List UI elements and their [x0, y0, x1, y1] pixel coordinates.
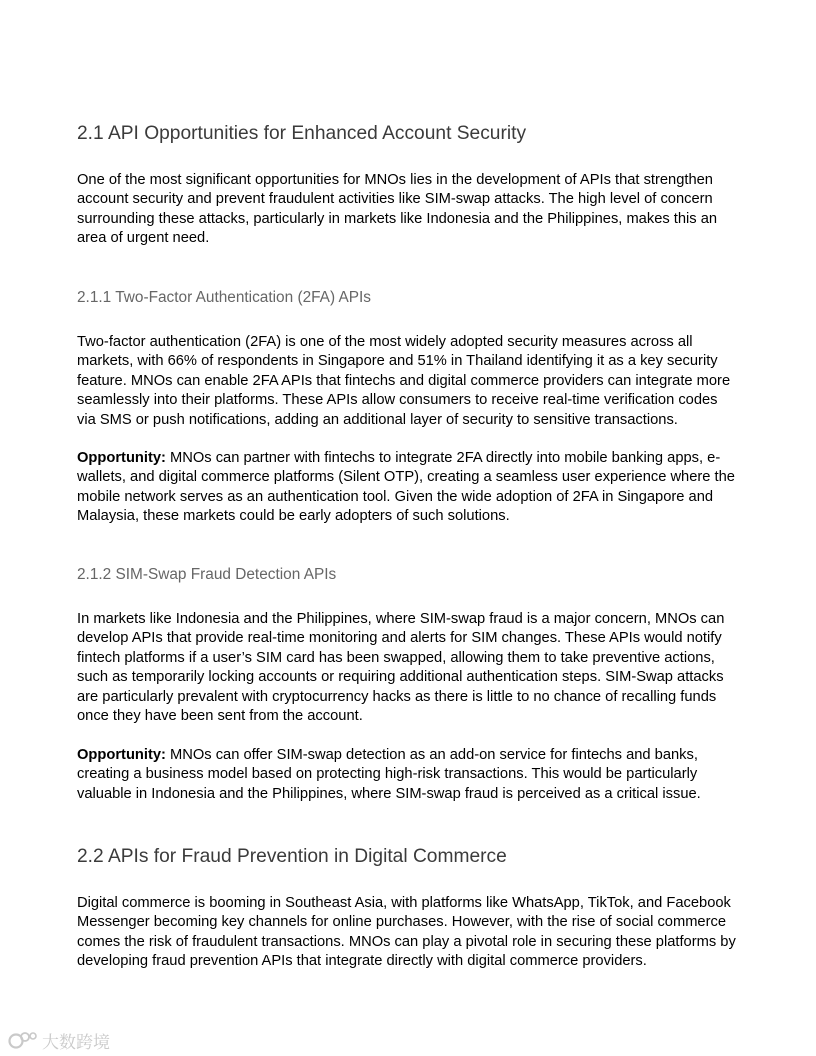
section-2-1-1-opportunity: [77, 449, 739, 527]
section-2-1-2-body: In markets like Indonesia and the Philippines, where SIM-swap fraud is a major concern, MNOs can develop APIs that provide real-time monitoring and alerts for SIM changes. These APIs would notify fintech platforms if a user’s SIM card has been swapped, allowing them to take preventive actions, such as temporarily locking accounts or requiring additional authentication steps. SIM-Swap attacks are particularly prevalent with cryptocurrency hacks as there is little to no chance of recalling funds once they have been sent from the account.: [77, 611, 725, 725]
watermark-text: 大数跨境: [42, 1032, 110, 1052]
opportunity-label: Opportunity:: [77, 747, 166, 763]
brand-logo-icon: [8, 1030, 38, 1050]
section-2-2-body: Digital commerce is booming in Southeast Asia, with platforms like WhatsApp, TikTok, and Facebook Messenger becoming key channels for online purchases. However, with the rise of social commerce comes the risk of fraudulent transactions. MNOs can play a pivotal role in securing these platforms by developing fraud prevention APIs that integrate directly with digital commerce providers.: [77, 895, 736, 970]
watermark: [8, 1028, 110, 1052]
opportunity-label: Opportunity:: [77, 450, 166, 466]
section-heading-2-1-1: 2.1.1 Two-Factor Authentication (2FA) APIs: [77, 289, 371, 306]
section-heading-2-1: 2.1 API Opportunities for Enhanced Account Security: [77, 123, 527, 144]
section-2-1-2-opportunity: [77, 746, 739, 804]
opportunity-text: MNOs can partner with fintechs to integrate 2FA directly into mobile banking apps, e-wallets, and digital commerce platforms (Silent OTP), creating a seamless user experience where the mobile network serves as an authentication tool. Given the wide adoption of 2FA in Singapore and Malaysia, these markets could be early adopters of such solutions.: [77, 450, 735, 525]
section-heading-2-1-2: 2.1.2 SIM-Swap Fraud Detection APIs: [77, 566, 337, 583]
section-2-1-intro: One of the most significant opportunities for MNOs lies in the development of APIs that strengthen account security and prevent fraudulent activities like SIM-swap attacks. The high level of concern surrounding these attacks, particularly in markets like Indonesia and the Philippines, makes this an area of urgent need.: [77, 172, 718, 247]
section-2-1-1-body: Two-factor authentication (2FA) is one of the most widely adopted security measures across all markets, with 66% of respondents in Singapore and 51% in Thailand identifying it as a key security feature. MNOs can enable 2FA APIs that fintechs and digital commerce providers can integrate more seamlessly into their platforms. These APIs allow consumers to receive real-time verification codes via SMS or push notifications, adding an additional layer of security to sensitive transactions.: [77, 334, 731, 428]
opportunity-text: MNOs can offer SIM-swap detection as an add-on service for fintechs and banks, creating a business model based on protecting high-risk transactions. This would be particularly valuable in Indonesia and the Philippines, where SIM-swap fraud is perceived as a critical issue.: [77, 747, 701, 802]
section-heading-2-2: 2.2 APIs for Fraud Prevention in Digital Commerce: [77, 846, 507, 867]
